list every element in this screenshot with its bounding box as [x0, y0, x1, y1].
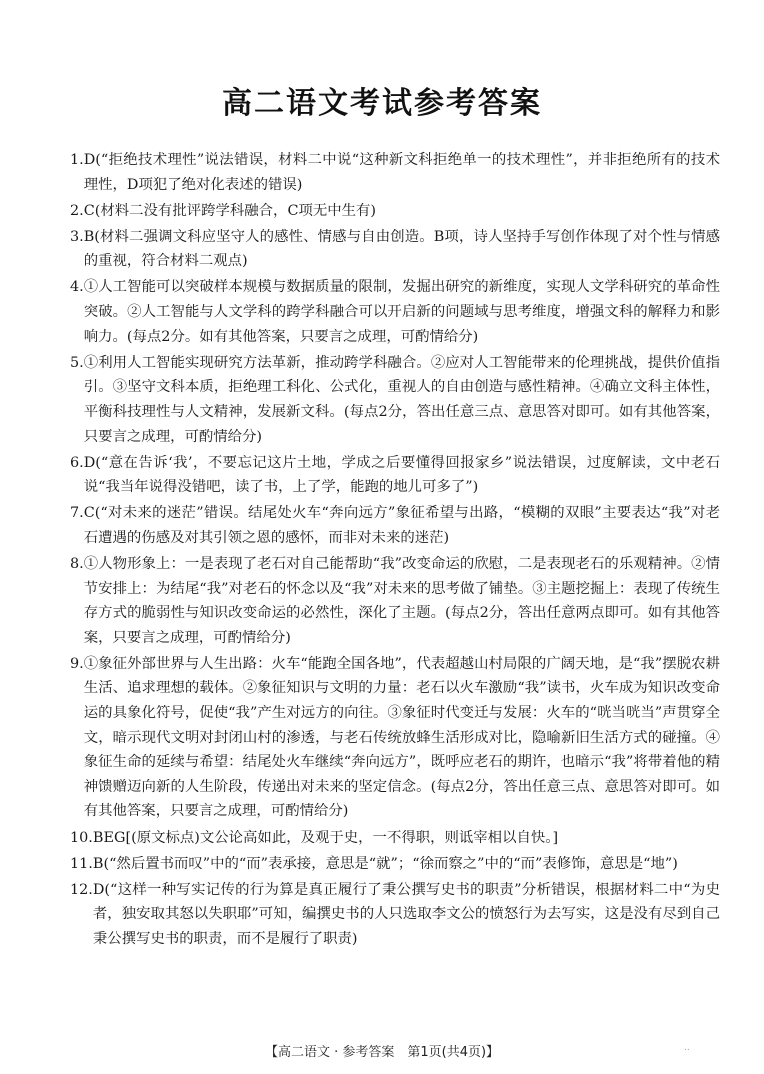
- answer-text: D(“这样一种写实记传的行为算是真正履行了秉公撰写史书的职责”分析错误，根据材料二中“为史者，独安取其怒以失职耶”可知，编撰史书的人只选取李文公的愤怒行为去写实，这是没有尽到自己秉公撰写史书的职责，而不是履行了职责): [92, 881, 720, 947]
- answer-text: C(“对未来的迷茫”错误。结尾处火车“奔向远方”象征希望与出路，“模糊的双眼”主要表达“我”对老石遭遇的伤感及对其引领之恩的感怀，而非对未来的迷茫): [83, 505, 720, 546]
- answer-item-1: [70, 148, 720, 197]
- answer-list: [70, 148, 720, 953]
- answer-text: BEG[(原文标点)文公论高如此，及观于史，一不得职，则诋宰相以自快。]: [92, 829, 559, 846]
- answer-text: D(“拒绝技术理性”说法错误，材料二中说“这种新文科拒绝单一的技术理性”，并非拒绝所有的技术理性，D项犯了绝对化表述的错误): [83, 152, 720, 193]
- answer-number: 5.: [70, 354, 84, 371]
- answer-item-6: [70, 451, 720, 500]
- answer-number: 3.: [70, 228, 84, 245]
- answer-item-5: [70, 351, 720, 449]
- answer-number: 11.: [70, 855, 93, 872]
- answer-text: C(材料二没有批评跨学科融合，C项无中生有): [83, 202, 377, 219]
- answer-item-11: [70, 852, 720, 877]
- answer-number: 9.: [70, 655, 84, 672]
- page-footer: 【高二语文 · 参考答案 第1页(共4页)】: [264, 1045, 500, 1060]
- answer-number: 6.: [70, 454, 84, 471]
- answer-text: D(“意在告诉‘我’，不要忘记这片土地，学成之后要懂得回报家乡”说法错误，过度解读，文中老石说“我当年说得没错吧，读了书，上了学，能跑的地儿可多了”): [83, 454, 720, 496]
- answer-text: B(材料二强调文科应坚守人的感性、情感与自由创造。B项，诗人坚持手写创作体现了对个性与情感的重视，符合材料二观点): [83, 228, 720, 270]
- answer-item-12: [70, 878, 720, 952]
- answer-item-9: [70, 652, 720, 824]
- answer-text: ①人工智能可以突破样本规模与数据质量的限制，发掘出研究的新维度，实现人文学科研究的革命性突破。②人工智能与人文学科的跨学科融合可以开启新的问题域与思考维度，增强文科的解释力和影响力。(每点2分。如有其他答案，只要言之成理，可酌情给分): [83, 279, 720, 345]
- answer-number: 7.: [70, 505, 84, 522]
- answer-text: ①利用人工智能实现研究方法革新，推动跨学科融合。②应对人工智能带来的伦理挑战，提供价值指引。③坚守文科本质，拒绝理工科化、公式化，重视人的自由创造与感性精神。④确立文科主体性，平衡科技理性与人文精神，发展新文科。(每点2分，答出任意三点、意思答对即可。如有其他答案，只要言之成理，可酌情给分): [83, 354, 720, 445]
- answer-item-8: [70, 552, 720, 650]
- answer-text: ①人物形象上：一是表现了老石对自己能帮助“我”改变命运的欣慰，二是表现老石的乐观精神。②情节安排上：为结尾“我”对老石的怀念以及“我”对未来的思考做了铺垫。③主题挖掘上：表现了传统生存方式的脆弱性与知识改变命运的必然性，深化了主题。(每点2分，答出任意两点即可。如有其他答案，只要言之成理，可酌情给分): [83, 556, 720, 646]
- corner-mark: ..: [684, 1043, 690, 1053]
- answer-text: B(“然后置书而叹”中的“而”表承接，意思是“就”；“徐而察之”中的“而”表修饰，意思是“地”): [92, 855, 678, 872]
- answer-item-3: [70, 225, 720, 274]
- page-title: 高二语文考试参考答案: [222, 86, 542, 121]
- answer-item-10: [70, 826, 720, 851]
- answer-item-2: [70, 199, 720, 224]
- answer-number: 8.: [70, 556, 84, 572]
- answer-number: 1.: [70, 152, 84, 168]
- answer-number: 10.: [70, 829, 93, 846]
- answer-number: 12.: [70, 881, 93, 898]
- answer-number: 4.: [70, 279, 84, 296]
- answer-text: ①象征外部世界与人生出路：火车“能跑全国各地”，代表超越山村局限的广阔天地，是“我”摆脱农耕生活、追求理想的载体。②象征知识与文明的力量：老石以火车激励“我”读书，火车成为知识改变命运的具象化符号，促使“我”产生对远方的向往。③象征时代变迁与发展：火车的“咣当咣当”声贯穿全文，暗示现代文明对封闭山村的渗透，与老石传统放蜂生活形成对比，隐喻新旧生活方式的碰撞。④象征生命的延续与希望：结尾处火车继续“奔向远方”，既呼应老石的期许，也暗示“我”将带着他的精神馈赠迈向新的人生阶段，传递出对未来的坚定信念。(每点2分，答出任意三点、意思答对即可。如有其他答案，只要言之成理，可酌情给分): [83, 655, 720, 820]
- answer-item-7: [70, 501, 720, 550]
- answer-number: 2.: [70, 202, 84, 219]
- answer-item-4: [70, 275, 720, 349]
